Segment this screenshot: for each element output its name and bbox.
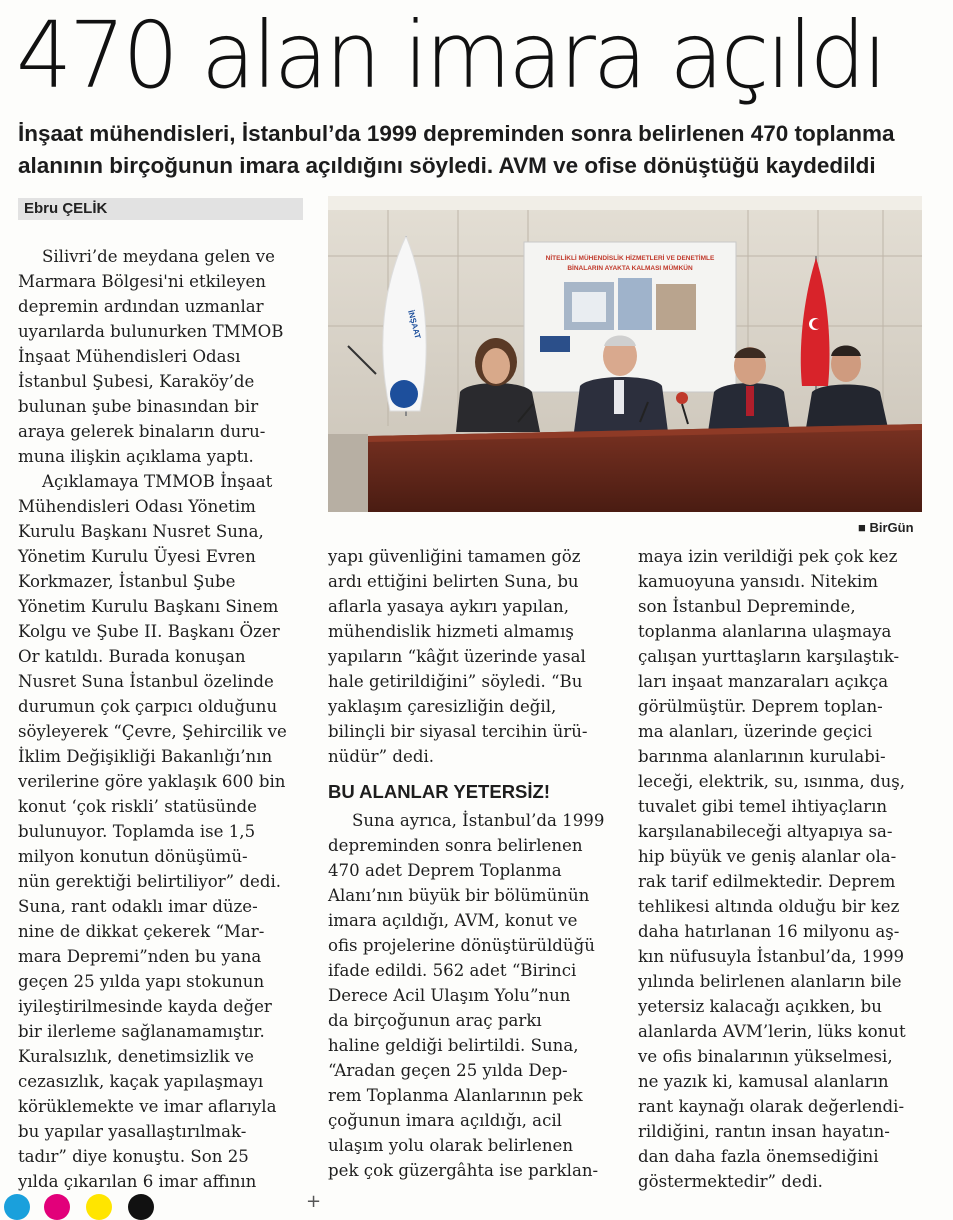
text-line: maya izin verildiği pek çok kez: [638, 547, 898, 566]
text-line: uyarılarda bulunurken TMMOB: [18, 322, 284, 341]
text-line: Suna ayrıca, İstanbul’da 1999: [352, 811, 605, 830]
headline: 470 alan imara açıldı: [16, 2, 885, 109]
registration-mark-yellow: [86, 1194, 112, 1220]
column-2-bottom: [328, 808, 618, 1183]
press-conference-photo: [328, 196, 922, 512]
text-line: iyileştirilmesinde kayda değer: [18, 997, 272, 1016]
text-line: Korkmazer, İstanbul Şube: [18, 572, 236, 591]
text-line: İnşaat Mühendisleri Odası: [18, 347, 241, 366]
text-line: Alanı’nın büyük bir bölümünün: [328, 886, 590, 905]
article-column-2: [328, 544, 618, 1183]
byline: Ebru ÇELİK: [18, 198, 303, 220]
text-line: ma alanları, üzerinde geçici: [638, 722, 873, 741]
text-line: araya gelerek binaların duru-: [18, 422, 266, 441]
text-line: toplanma alanlarına ulaşmaya: [638, 622, 892, 641]
banner-text-2: BİNALARIN AYAKTA KALMASI MÜMKÜN: [567, 265, 693, 272]
text-line: depremin ardından uzmanlar: [18, 297, 264, 316]
text-line: cezasızlık, kaçak yapılaşmayı: [18, 1072, 264, 1091]
text-line: pek çok güzergâhta ise parklan-: [328, 1161, 599, 1180]
text-line: aflarla yasaya aykırı yapılan,: [328, 597, 569, 616]
text-line: görülmüştür. Deprem toplan-: [638, 697, 883, 716]
column-2-top: [328, 544, 618, 769]
text-line: nine de dikkat çekerek “Mar-: [18, 922, 265, 941]
text-line: Mühendisleri Odası Yönetim: [18, 497, 256, 516]
text-line: Suna, rant odaklı imar düze-: [18, 897, 258, 916]
registration-mark-black: [128, 1194, 154, 1220]
text-line: rildiğini, rantın insan hayatın-: [638, 1122, 890, 1141]
photo-credit-text: BirGün: [869, 520, 914, 535]
text-line: alanlarda AVM’lerin, lüks konut: [638, 1022, 906, 1041]
text-line: milyon konutun dönüşümü-: [18, 847, 248, 866]
text-line: daha hatırlanan 16 milyonu aş-: [638, 922, 900, 941]
text-line: bulunuyor. Toplamda ise 1,5: [18, 822, 256, 841]
text-line: söyleyerek “Çevre, Şehircilik ve: [18, 722, 287, 741]
text-line: tuvalet gibi temel ihtiyaçların: [638, 797, 888, 816]
text-line: rant kaynağı olarak değerlendi-: [638, 1097, 905, 1116]
text-line: yetersiz kalacağı açıkken, bu: [638, 997, 882, 1016]
section-subhead: BU ALANLAR YETERSİZ!: [328, 781, 550, 802]
text-line: bulunan şube binasından bir: [18, 397, 259, 416]
text-line: yılda çıkarılan 6 imar affının: [18, 1172, 257, 1191]
text-line: Silivri’de meydana gelen ve: [42, 247, 275, 266]
crosshair-icon: +: [306, 1191, 322, 1212]
text-line: Yönetim Kurulu Başkanı Sinem: [18, 597, 279, 616]
text-line: barınma alanlarının kurulabi-: [638, 747, 886, 766]
text-line: muna ilişkin açıklama yaptı.: [18, 447, 254, 466]
text-line: nün gerektiği belirtiliyor” dedi.: [18, 872, 282, 891]
text-line: son İstanbul Depreminde,: [638, 597, 856, 616]
deck-line: İnşaat mühendisleri, İstanbul’da 1999 depreminden sonra belirlenen 470 toplanma: [18, 121, 895, 146]
flag-text: İNŞAAT: [406, 309, 423, 340]
text-line: kın nüfusuyla İstanbul’da, 1999: [638, 947, 905, 966]
text-line: Kolgu ve Şube II. Başkanı Özer: [18, 622, 280, 641]
text-line: depreminden sonra belirlenen: [328, 836, 583, 855]
photo-credit: [858, 520, 914, 535]
text-line: geçen 25 yılda yapı stokunun: [18, 972, 265, 991]
text-line: hale getirildiğini” söyledi. “Bu: [328, 672, 583, 691]
text-line: Kuralsızlık, denetimsizlik ve: [18, 1047, 254, 1066]
text-line: ları inşaat manzaraları açıkça: [638, 672, 889, 691]
text-line: bilinçli bir siyasal tercihin ürü-: [328, 722, 588, 741]
text-line: Or katıldı. Burada konuşan: [18, 647, 246, 666]
registration-mark-cyan: [4, 1194, 30, 1220]
text-line: ne yazık ki, kamusal alanların: [638, 1072, 889, 1091]
registration-mark-magenta: [44, 1194, 70, 1220]
text-line: verilerine göre yaklaşık 600 bin: [18, 772, 286, 791]
camera-icon: ■: [858, 520, 870, 535]
text-line: yapıların “kâğıt üzerinde yasal: [328, 647, 586, 666]
text-line: hip büyük ve geniş alanlar ola-: [638, 847, 897, 866]
text-line: da birçoğunun araç parkı: [328, 1011, 542, 1030]
text-line: yılında belirlenen alanların bile: [638, 972, 902, 991]
article-column-1: [18, 244, 303, 1194]
text-line: ofis projelerine dönüştürüldüğü: [328, 936, 595, 955]
text-line: göstermektedir” dedi.: [638, 1172, 823, 1191]
text-line: bu yapılar yasallaştırılmak-: [18, 1122, 247, 1141]
text-line: ifade edildi. 562 adet “Birinci: [328, 961, 577, 980]
text-line: “Aradan geçen 25 yılda Dep-: [328, 1061, 568, 1080]
text-line: körüklemekte ve imar aflarıyla: [18, 1097, 277, 1116]
deck-line: alanının birçoğunun imara açıldığını söyledi. AVM ve ofise dönüştüğü kaydedildi: [18, 153, 876, 178]
article-column-3: [638, 544, 938, 1194]
text-line: imara açıldığı, AVM, konut ve: [328, 911, 578, 930]
text-line: tadır” diye konuştu. Son 25: [18, 1147, 249, 1166]
text-line: çalışan yurttaşların karşılaştık-: [638, 647, 900, 666]
text-line: kamuoyuna yansıdı. Nitekim: [638, 572, 878, 591]
text-line: İstanbul Şubesi, Karaköy’de: [18, 372, 255, 391]
text-line: leceği, elektrik, su, ısınma, duş,: [638, 772, 906, 791]
text-line: konut ‘çok riskli’ statüsünde: [18, 797, 257, 816]
text-line: mühendislik hizmeti almamış: [328, 622, 574, 641]
text-line: Derece Acil Ulaşım Yolu”nun: [328, 986, 571, 1005]
text-line: bir ilerleme sağlanamamıştır.: [18, 1022, 265, 1041]
text-line: tehlikesi altında olduğu bir kez: [638, 897, 900, 916]
banner-text-1: NİTELİKLİ MÜHENDİSLİK HİZMETLERİ VE DENETİMLE: [545, 255, 715, 262]
deck: [18, 118, 938, 182]
text-line: ve ofis binalarının yükselmesi,: [638, 1047, 893, 1066]
text-line: rem Toplanma Alanlarının pek: [328, 1086, 583, 1105]
text-line: ardı ettiğini belirten Suna, bu: [328, 572, 579, 591]
text-line: Nusret Suna İstanbul özelinde: [18, 672, 274, 691]
text-line: Yönetim Kurulu Üyesi Evren: [18, 547, 256, 566]
text-line: yaklaşım çaresizliğin değil,: [328, 697, 557, 716]
text-line: mara Depremi”nden bu yana: [18, 947, 262, 966]
text-line: karşılanabileceği altyapıya sa-: [638, 822, 893, 841]
text-line: Açıklamaya TMMOB İnşaat: [42, 472, 273, 491]
photo-illustration: [328, 196, 922, 512]
text-line: İklim Değişikliği Bakanlığı’nın: [18, 747, 273, 766]
text-line: dan daha fazla önemsediğini: [638, 1147, 879, 1166]
text-line: Kurulu Başkanı Nusret Suna,: [18, 522, 264, 541]
text-line: rak tarif edilmektedir. Deprem: [638, 872, 896, 891]
text-line: durumun çok çarpıcı olduğunu: [18, 697, 278, 716]
text-line: Marmara Bölgesi'ni etkileyen: [18, 272, 266, 291]
text-line: haline geldiği belirtildi. Suna,: [328, 1036, 579, 1055]
text-line: yapı güvenliğini tamamen göz: [328, 547, 581, 566]
text-line: nüdür” dedi.: [328, 747, 435, 766]
text-line: çoğunun imara açıldığı, acil: [328, 1111, 562, 1130]
text-line: ulaşım yolu olarak belirlenen: [328, 1136, 574, 1155]
text-line: 470 adet Deprem Toplanma: [328, 861, 562, 880]
